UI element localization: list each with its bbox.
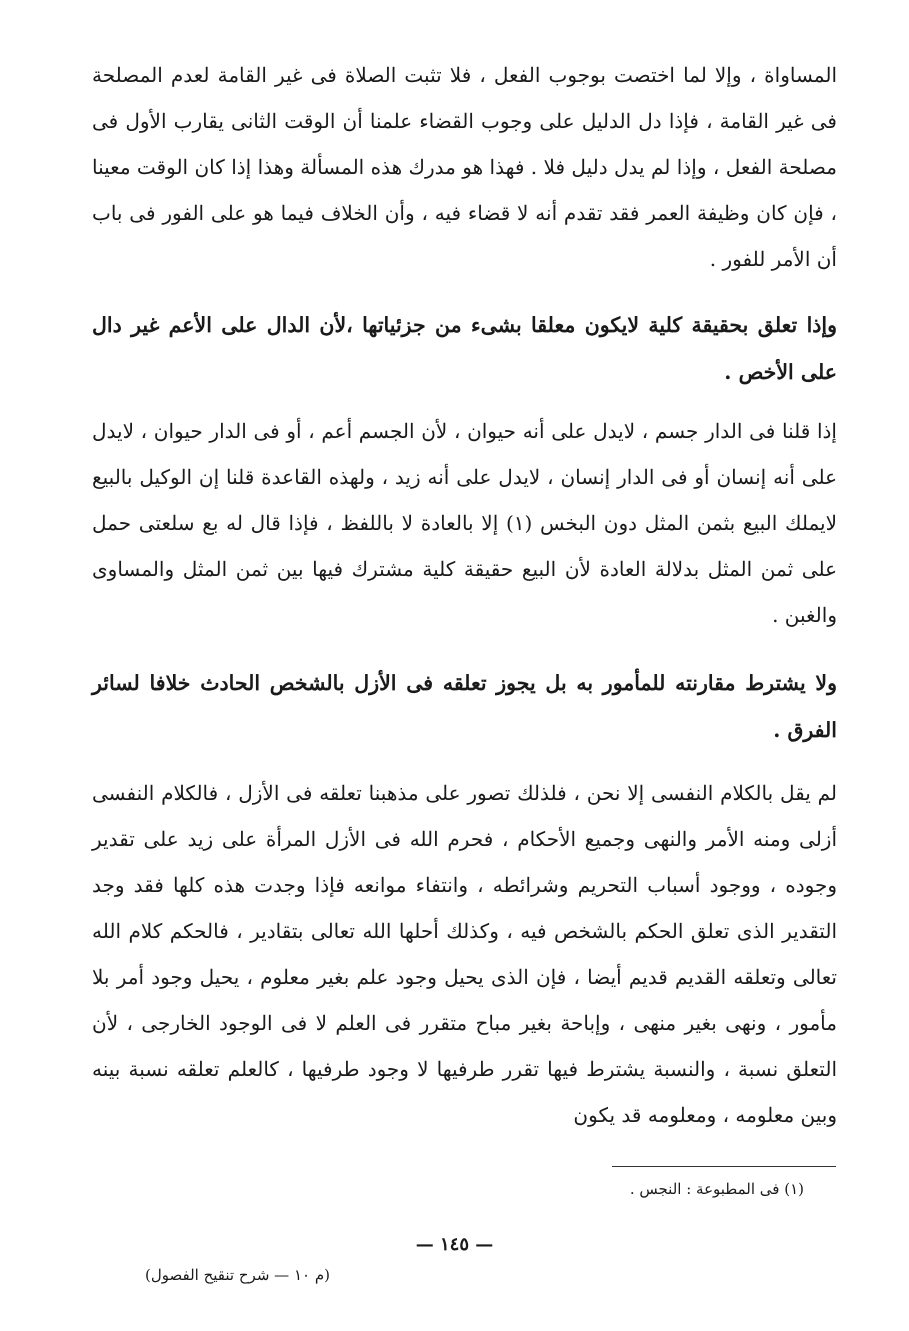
rule-heading-2 (92, 660, 837, 754)
footnote: (١) فى المطبوعة : النجس . (629, 1180, 804, 1198)
paragraph-2-text: إذا قلنا فى الدار جسم ، لايدل على أنه حيوان ، لأن الجسم أعم ، أو فى الدار حيوان ، لايدل على أنه إنسان أو فى الدار إنسان ، لايدل على أنه زيد ، ولهذه القاعدة قلنا إن الوكيل بالبيع لايملك البيع بثمن المثل دون البخس (١) إلا بالعادة لا باللفظ ، فإذا قال له بع سلعتى حمل على ثمن المثل بدلالة العادة لأن البيع حقيقة كلية مشترك فيها بين ثمن المثل والمساوى والغبن . (92, 419, 838, 627)
rule-heading-2-text: ولا يشترط مقارنته للمأمور به بل يجوز تعلقه فى الأزل بالشخص الحادث خلافا لسائر الفرق . (92, 671, 837, 742)
paragraph-3-text: لم يقل بالكلام النفسى إلا نحن ، فلذلك تصور على مذهبنا تعلقه فى الأزل ، فالكلام النفسى أزلى ومنه الأمر والنهى وجميع الأحكام ، فحرم الله فى الأزل المرأة على زيد على تقدير وجوده ، ووجود أسباب التحريم وشرائطه ، وانتفاء موانعه فإذا وجدت هذه كلها فقد وجد التقدير الذى تعلق الحكم بالشخص فيه ، وكذلك أحلها الله تعالى بتقادير ، فالحكم كلام الله تعالى وتعلقه القديم قديم أيضا ، فإن الذى يحيل وجود علم بغير معلوم ، يحيل وجود أمر بلا مأمور ، ونهى بغير منهى ، وإباحة بغير مباح متقرر فى العلم لا فى الوجود الخارجى ، لأن التعلق نسبة ، والنسبة يشترط فيها تقرر طرفيها لا وجود طرفيها ، كالعلم تعلقه نسبة بينه وبين معلومه ، ومعلومه قد يكون (92, 781, 837, 1127)
paragraph-2 (92, 408, 837, 638)
rule-heading-1 (92, 302, 837, 396)
signature-mark: (م ١٠ — شرح تنقيح الفصول) (145, 1266, 330, 1284)
paragraph-1-text: المساواة ، وإلا لما اختصت بوجوب الفعل ، فلا تثبت الصلاة فى غير القامة لعدم المصلحة فى غير القامة ، فإذا دل الدليل على وجوب القضاء علمنا أن الوقت الثانى يقارب الأول فى مصلحة الفعل ، وإذا لم يدل دليل فلا . فهذا هو مدرك هذه المسألة وهذا إذا كان الوقت معينا ، فإن كان وظيفة العمر فقد تقدم أنه لا قضاء فيه ، وأن الخلاف فيما هو على الفور فى باب أن الأمر للفور . (92, 63, 837, 271)
page-number: — ١٤٥ — (415, 1234, 494, 1255)
paragraph-1 (92, 52, 837, 282)
paragraph-3 (92, 770, 837, 1138)
rule-heading-1-text: وإذا تعلق بحقيقة كلية لايكون معلقا بشىء من جزئياتها ،لأن الدال على الأعم غير دال على الأخص . (92, 313, 837, 384)
footnote-separator (612, 1166, 836, 1167)
